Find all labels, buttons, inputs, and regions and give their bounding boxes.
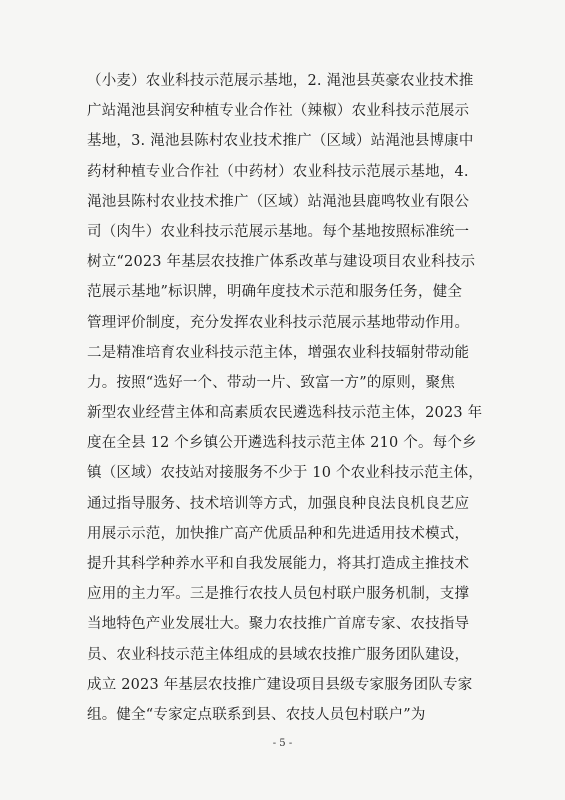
text-line: 通过指导服务、技术培训等方式，加强良种良法良机良艺应 [87, 495, 470, 512]
body-text [87, 66, 497, 730]
text-line: 新型农业经营主体和高素质农民遴选科技示范主体，2023 年 [87, 405, 483, 422]
text-line: 提升其科学种养水平和自我发展能力，将其打造成主推技术 [87, 556, 470, 572]
text-line: 员、农业科技示范主体组成的县域农技推广服务团队建设， [87, 646, 470, 663]
text-line: 应用的主力军。三是推行农技人员包村联户服务机制，支撑 [87, 586, 470, 603]
text-line: 组。健全“专家定点联系到县、农技人员包村联户”为 [87, 706, 426, 723]
text-line: 树立“2023 年基层农技推广体系改革与建设项目农业科技示 [87, 254, 476, 271]
text-line: 渑池县陈村农业技术推广（区域）站渑池县鹿鸣牧业有限公 [87, 193, 470, 210]
text-line: 度在全县 12 个乡镇公开遴选科技示范主体 210 个。每个乡 [87, 435, 477, 452]
text-line: 广站渑池县润安种植专业合作社（辣椒）农业科技示范展示 [87, 103, 470, 120]
text-line: （小麦）农业科技示范展示基地，2. 渑池县英豪农业技术推 [87, 73, 474, 89]
text-line: 二是精准培育农业科技示范主体，增强农业科技辐射带动能 [87, 344, 470, 361]
text-line: 用展示示范，加快推广高产优质品种和先进适用技术模式， [87, 525, 470, 542]
text-line: 管理评价制度，充分发挥农业科技示范展示基地带动作用。 [87, 314, 470, 331]
text-line: 司（肉牛）农业科技示范展示基地。每个基地按照标准统一 [87, 223, 470, 240]
page-number: - 5 - [272, 738, 293, 749]
text-line: 成立 2023 年基层农技推广建设项目县级专家服务团队专家 [87, 676, 473, 693]
text-line: 基地，3. 渑池县陈村农业技术推广（区域）站渑池县博康中 [87, 133, 474, 150]
text-line: 当地特色产业发展壮大。聚力农技推广首席专家、农技指导 [87, 616, 470, 633]
text-line: 镇（区域）农技站对接服务不少于 10 个农业科技示范主体， [87, 465, 483, 482]
text-line: 范展示基地”标识牌，明确年度技术示范和服务任务，健全 [87, 284, 463, 301]
text-line: 力。按照“选好一个、带动一片、致富一方”的原则，聚焦 [87, 374, 456, 391]
text-line: 药材种植专业合作社（中药材）农业科技示范展示基地，4. [87, 163, 469, 180]
